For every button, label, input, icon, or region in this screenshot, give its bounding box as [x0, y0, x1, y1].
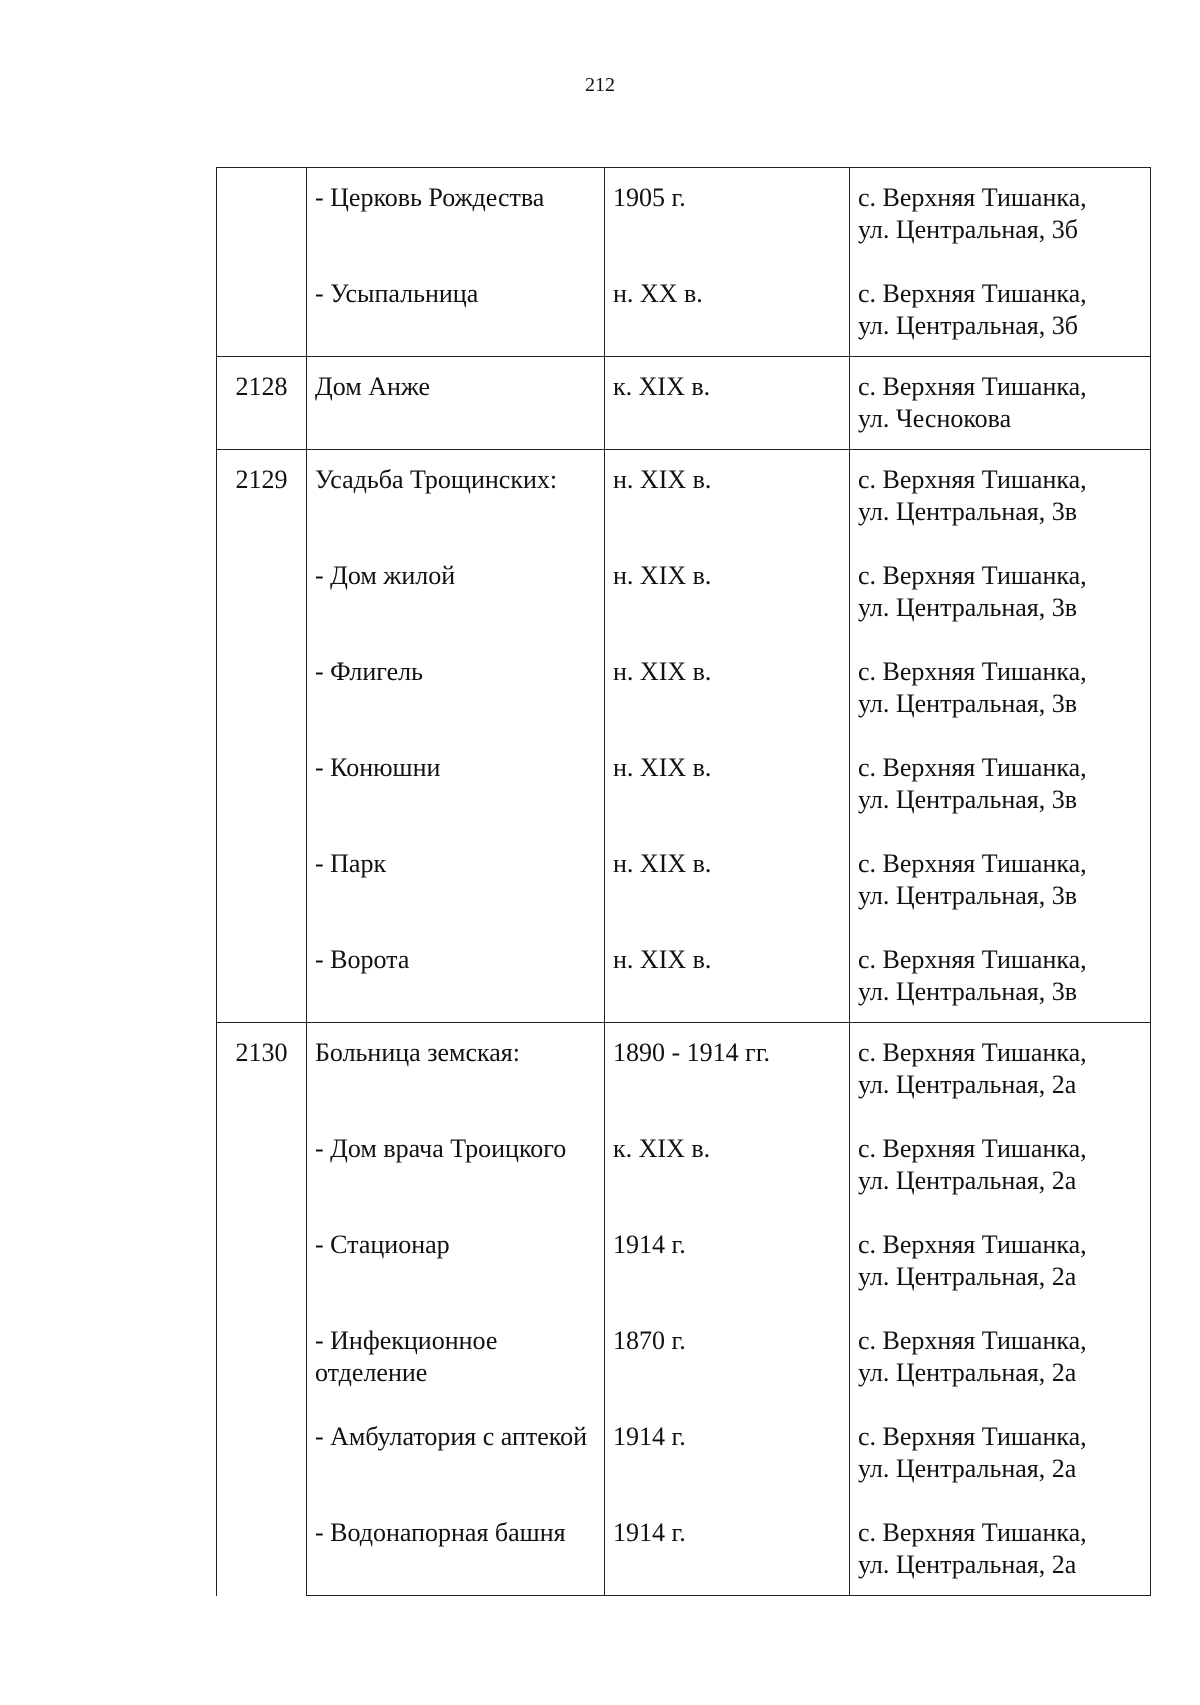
object-name-cell: - Конюшни	[307, 742, 605, 838]
table-row	[217, 1023, 1151, 1124]
object-name-cell: - Парк	[307, 838, 605, 934]
table-row	[217, 742, 1151, 838]
object-date-cell: н. XX в.	[605, 268, 850, 357]
object-address-cell: с. Верхняя Тишанка, ул. Центральная, 3в	[850, 450, 1151, 551]
object-date-cell: н. XIX в.	[605, 450, 850, 551]
object-date-cell: 1905 г.	[605, 168, 850, 269]
object-name-cell: Усадьба Трощинских:	[307, 450, 605, 551]
table-row	[217, 450, 1151, 551]
table-row	[217, 1219, 1151, 1315]
object-name-cell: - Стационар	[307, 1219, 605, 1315]
object-address-cell: с. Верхняя Тишанка, ул. Чеснокова	[850, 357, 1151, 450]
object-name-cell: Больница земская:	[307, 1023, 605, 1124]
object-number-cell	[217, 168, 307, 357]
object-name-cell: - Ворота	[307, 934, 605, 1023]
object-address-cell: с. Верхняя Тишанка, ул. Центральная, 2а	[850, 1411, 1151, 1507]
object-address-cell: с. Верхняя Тишанка, ул. Центральная, 2а	[850, 1219, 1151, 1315]
object-number-cell: 2130	[217, 1023, 307, 1596]
table-row	[217, 1123, 1151, 1219]
object-address-cell: с. Верхняя Тишанка, ул. Центральная, 2а	[850, 1023, 1151, 1124]
object-date-cell: 1914 г.	[605, 1507, 850, 1596]
table-row	[217, 168, 1151, 269]
object-date-cell: 1890 - 1914 гг.	[605, 1023, 850, 1124]
object-name-cell: - Флигель	[307, 646, 605, 742]
table-row	[217, 646, 1151, 742]
object-date-cell: н. XIX в.	[605, 646, 850, 742]
object-address-cell: с. Верхняя Тишанка, ул. Центральная, 2а	[850, 1123, 1151, 1219]
object-date-cell: к. XIX в.	[605, 1123, 850, 1219]
object-date-cell: к. XIX в.	[605, 357, 850, 450]
object-name-cell: - Инфекционное отделение	[307, 1315, 605, 1411]
object-number-cell: 2128	[217, 357, 307, 450]
object-address-cell: с. Верхняя Тишанка, ул. Центральная, 2а	[850, 1315, 1151, 1411]
object-address-cell: с. Верхняя Тишанка, ул. Центральная, 3в	[850, 742, 1151, 838]
object-name-cell: - Дом жилой	[307, 550, 605, 646]
object-date-cell: н. XIX в.	[605, 934, 850, 1023]
object-name-cell: - Водонапорная башня	[307, 1507, 605, 1596]
object-name-cell: - Дом врача Троицкого	[307, 1123, 605, 1219]
object-name-cell: - Церковь Рождества	[307, 168, 605, 269]
table-row	[217, 1315, 1151, 1411]
table-row	[217, 268, 1151, 357]
object-name-cell: - Усыпальница	[307, 268, 605, 357]
object-date-cell: 1914 г.	[605, 1411, 850, 1507]
object-name-cell: Дом Анже	[307, 357, 605, 450]
page-number: 212	[585, 74, 615, 96]
object-name-cell: - Амбулатория с аптекой	[307, 1411, 605, 1507]
table-row	[217, 1507, 1151, 1596]
object-date-cell: н. XIX в.	[605, 550, 850, 646]
object-address-cell: с. Верхняя Тишанка, ул. Центральная, 3в	[850, 934, 1151, 1023]
table-row	[217, 934, 1151, 1023]
object-date-cell: н. XIX в.	[605, 742, 850, 838]
table-row	[217, 550, 1151, 646]
object-date-cell: 1870 г.	[605, 1315, 850, 1411]
table-row	[217, 357, 1151, 450]
object-address-cell: с. Верхняя Тишанка, ул. Центральная, 3в	[850, 838, 1151, 934]
heritage-registry-table	[216, 167, 1151, 1596]
object-date-cell: 1914 г.	[605, 1219, 850, 1315]
table-row	[217, 1411, 1151, 1507]
object-address-cell: с. Верхняя Тишанка, ул. Центральная, 2а	[850, 1507, 1151, 1596]
object-address-cell: с. Верхняя Тишанка, ул. Центральная, 3в	[850, 646, 1151, 742]
object-date-cell: н. XIX в.	[605, 838, 850, 934]
object-address-cell: с. Верхняя Тишанка, ул. Центральная, 3в	[850, 550, 1151, 646]
object-address-cell: с. Верхняя Тишанка, ул. Центральная, 3б	[850, 168, 1151, 269]
table-row	[217, 838, 1151, 934]
object-number-cell: 2129	[217, 450, 307, 1023]
object-address-cell: с. Верхняя Тишанка, ул. Центральная, 3б	[850, 268, 1151, 357]
